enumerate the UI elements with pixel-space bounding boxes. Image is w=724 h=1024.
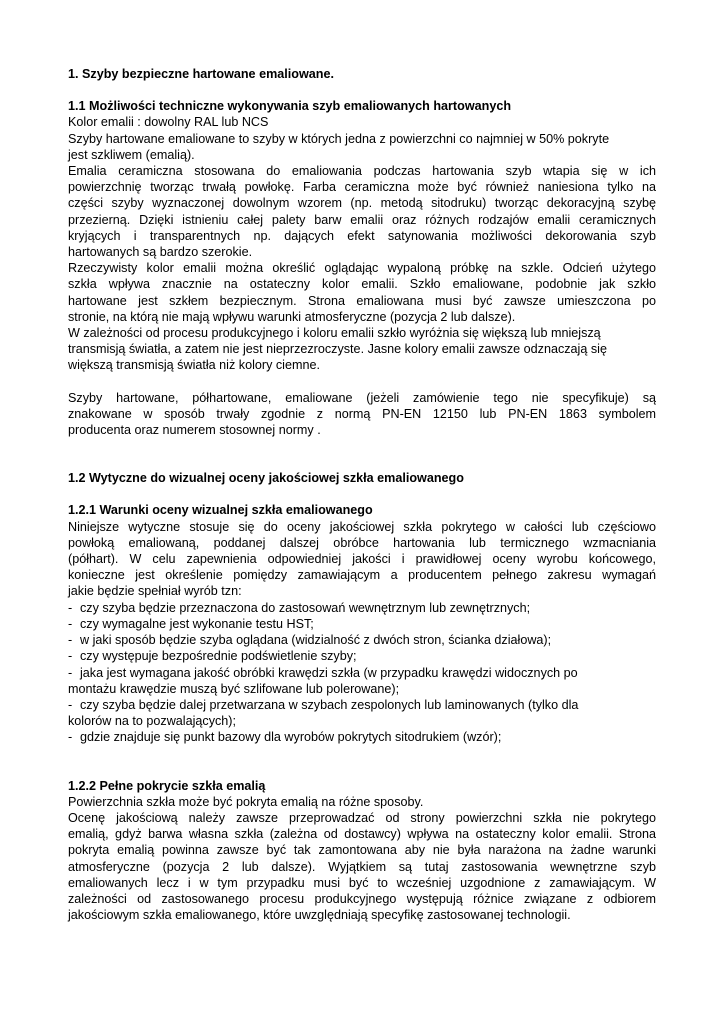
text-line: powierzchnię tworząc trwałą powłokę. Farba ceramiczna może być również naniesiona tylko na xyxy=(68,180,656,195)
list-dash: - xyxy=(68,665,73,680)
text-line: Rzeczywisty kolor emalii można określić oglądając wypaloną próbkę na szkle. Odcień użytego xyxy=(68,261,656,276)
paragraph-intro xyxy=(68,519,656,600)
paragraph-real-color xyxy=(68,260,656,325)
list-item-text: czy wymagalne jest wykonanie testu HST; xyxy=(80,616,314,631)
document-page xyxy=(68,66,656,923)
paragraph-marking xyxy=(68,390,656,439)
text-line: (półhart). W celu zapewnienia odpowiedniej jakości i prawidłowej oceny wyrobu końcowego, xyxy=(68,552,656,567)
text-line: transmisją światła, a zatem nie jest nieprzezroczyste. Jasne kolory emalii zawsze odznaczają się xyxy=(68,342,607,357)
text-line: producenta oraz numerem stosownej normy . xyxy=(68,423,321,438)
list-item-text: czy szyba będzie przeznaczona do zastosowań wewnętrznym lub zewnętrznych; xyxy=(80,600,531,615)
text-line: W zależności od procesu produkcyjnego i koloru emalii szkło wyróżnia się większą lub mniejszą xyxy=(68,326,601,341)
list-item xyxy=(68,632,656,648)
surface-line: Powierzchnia szkła może być pokryta emalią na różne sposoby. xyxy=(68,794,424,809)
paragraph-ceramic-enamel xyxy=(68,163,656,260)
list-item-text: czy szyba będzie dalej przetwarzana w szybach zespolonych lub laminowanych (tylko dla xyxy=(80,697,579,712)
list-item xyxy=(68,697,656,713)
list-item-text: gdzie znajduje się punkt bazowy dla wyrobów pokrytych sitodrukiem (wzór); xyxy=(80,730,502,745)
list-item-text: w jaki sposób będzie szyba oglądana (widzialność z dwóch stron, ścianka działowa); xyxy=(80,633,552,648)
list-dash: - xyxy=(68,730,73,745)
section-1-title: 1. Szyby bezpieczne hartowane emaliowane. xyxy=(68,67,334,81)
text-line: emalią, gdyż barwa własna szkła (zależna od dostawcy) wpływa na ostateczny kolor emalii. Strona xyxy=(68,827,656,842)
text-line: pokryta emalią powinna zawsze być tak zamontowana aby nie była narażona na żadne warunki xyxy=(68,843,656,858)
list-item xyxy=(68,600,656,616)
list-dash: - xyxy=(68,616,73,631)
list-item-continuation: montażu krawędzie muszą być szlifowane lub polerowane); xyxy=(68,681,400,696)
section-1-2-2-title: 1.2.2 Pełne pokrycie szkła emalią xyxy=(68,778,266,793)
list-item xyxy=(68,729,656,745)
section-1-2-title: 1.2 Wytyczne do wizualnej oceny jakościowej szkła emaliowanego xyxy=(68,471,464,486)
paragraph-evaluation xyxy=(68,810,656,923)
requirements-list xyxy=(68,600,656,746)
list-item-continuation: kolorów na to pozwalających); xyxy=(68,714,236,729)
definition-line-1: Szyby hartowane emaliowane to szyby w których jedna z powierzchni co najmniej w 50% pokryte xyxy=(68,131,610,146)
list-item-text: jaka jest wymagana jakość obróbki krawędzi szkła (w przypadku krawędzi widocznych po xyxy=(80,665,578,680)
text-line: emaliowanych lecz i w tym przypadku musi być to wcześniej uzgodnione z zamawiającym. W xyxy=(68,875,656,890)
text-line: hartowane jest szkłem bezpiecznym. Strona emaliowana musi być zawsze umieszczona po xyxy=(68,293,656,308)
enamel-color-line: Kolor emalii : dowolny RAL lub NCS xyxy=(68,115,269,130)
text-line: Ocenę jakościową należy zawsze przeprowadzać od strony powierzchni szkła nie pokrytego xyxy=(68,810,656,825)
text-line: kryjących i transparentnych np. dających efekt satynowania możliwości dekorowania szyb xyxy=(68,228,656,243)
list-dash: - xyxy=(68,649,73,664)
list-dash: - xyxy=(68,633,73,648)
text-line: hartowanych są bardzo szerokie. xyxy=(68,245,253,260)
text-line: przezierną. Dzięki istnieniu całej palety barw emalii oraz różnych rodzajów emalii ceramicznych xyxy=(68,212,656,227)
section-1-1-title: 1.1 Możliwości techniczne wykonywania szyb emaliowanych hartowanych xyxy=(68,99,512,114)
text-line: Emalia ceramiczna stosowana do emaliowania podczas hartowania szyb wtapia się w ich xyxy=(68,164,656,179)
text-line: stronie, na którą nie mają wpływu warunki atmosferyczne (pozycja 2 lub dalsze). xyxy=(68,309,516,324)
text-line: atmosferyczne (pozycja 2 lub dalsze). Wyjątkiem są tutaj zastosowania wewnętrzne szyb xyxy=(68,859,656,874)
text-line: Niniejsze wytyczne stosuje się do oceny jakościowej szkła pokrytego w całości lub częściowo xyxy=(68,519,656,534)
text-line: zależności od zastosowanego procesu produkcyjnego występują różnice związane z odbiorem xyxy=(68,891,656,906)
text-line: większą transmisją światła niż kolory ciemne. xyxy=(68,358,320,373)
list-item xyxy=(68,665,656,681)
paragraph-light-transmission xyxy=(68,325,656,374)
list-item-text: czy występuje bezpośrednie podświetlenie szyby; xyxy=(80,649,357,664)
text-line: konieczne jest określenie pomiędzy zamawiającym a producentem pełnego zakresu wymagań xyxy=(68,568,656,583)
list-dash: - xyxy=(68,697,73,712)
list-item xyxy=(68,648,656,664)
text-line: znakowane w sposób trwały zgodnie z normą PN-EN 12150 lub PN-EN 1863 symbolem xyxy=(68,406,656,421)
definition-line-2: jest szkliwem (emalią). xyxy=(68,147,195,162)
section-1-2-1-title: 1.2.1 Warunki oceny wizualnej szkła emaliowanego xyxy=(68,503,373,518)
text-line: jakie będzie spełniał wyrób tzn: xyxy=(68,584,242,599)
list-dash: - xyxy=(68,600,73,615)
list-item xyxy=(68,616,656,632)
text-line: Szyby hartowane, półhartowane, emaliowane (jeżeli zamówienie tego nie specyfikuje) są xyxy=(68,390,656,405)
text-line: części szyby wyznaczonej dowolnym wzorem (np. metodą sitodruku) tworząc dekoracyjną szybę xyxy=(68,196,656,211)
text-line: jakościowym szkła emaliowanego, które uwzględniają specyfikę zastosowanej technologii. xyxy=(68,908,571,923)
text-line: powłoką emaliowaną, poddanej dalszej obróbce hartowania lub termicznego wzmacniania xyxy=(68,535,656,550)
text-line: szkła wpływa znacznie na ostateczny kolor emalii. Szkło emaliowane, podobnie jak szkło xyxy=(68,277,656,292)
